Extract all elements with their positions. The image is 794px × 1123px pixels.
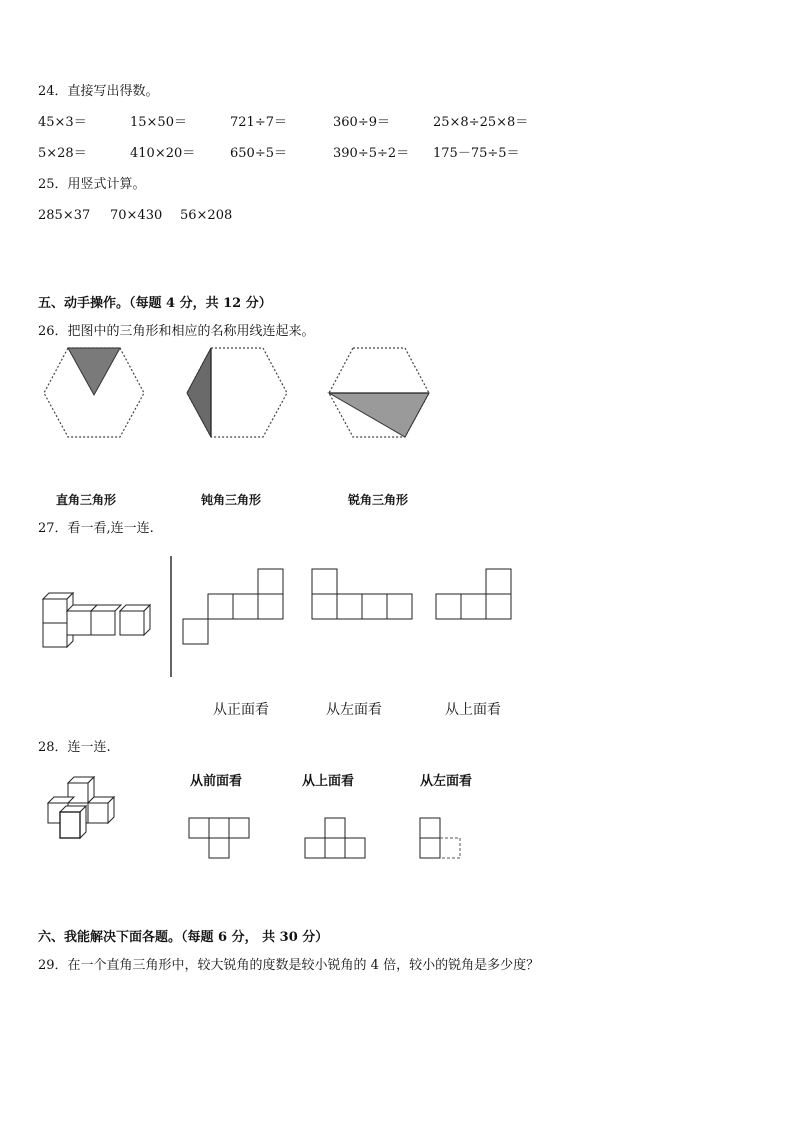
q24-expr: 45×3＝ (38, 115, 87, 130)
view-label: 从上面看 (445, 702, 501, 718)
triangle-label: 直角三角形 (56, 493, 117, 507)
q24-expr: 25×8÷25×8＝ (433, 115, 529, 130)
section-heading: 六、我能解决下面各题。（每题 6 分， 共 30 分） (38, 930, 329, 945)
q25-item: 70×430 (110, 208, 163, 223)
view-grid-2 (311, 568, 414, 622)
view-label: 从前面看 (190, 774, 243, 789)
q25-title: 25．用竖式计算。 (38, 177, 146, 192)
cube-stack-figure (40, 590, 155, 650)
q25-item: 285×37 (38, 208, 91, 223)
q25-item: 56×208 (180, 208, 233, 223)
q24-expr: 15×50＝ (130, 115, 187, 130)
view-shape-t (188, 817, 250, 860)
view-grid-1 (182, 568, 285, 646)
hexagon-figure-3 (325, 345, 435, 440)
q24-expr: 721÷7＝ (230, 115, 287, 130)
triangle-label: 锐角三角形 (348, 493, 409, 507)
view-label: 从左面看 (420, 774, 473, 789)
q24-expr: 5×28＝ (38, 146, 87, 161)
view-grid-3 (435, 568, 513, 622)
q24-expr: 410×20＝ (130, 146, 196, 161)
view-label: 从上面看 (302, 774, 355, 789)
q27-title: 27．看一看,连一连. (38, 521, 154, 536)
q24-expr: 175－75÷5＝ (433, 146, 520, 161)
q26-title: 26．把图中的三角形和相应的名称用线连起来。 (38, 324, 315, 339)
q24-title: 24．直接写出得数。 (38, 84, 159, 99)
q29-text: 29．在一个直角三角形中，较大锐角的度数是较小锐角的 4 倍，较小的锐角是多少度？ (38, 958, 540, 973)
hexagon-figure-2 (183, 345, 293, 440)
divider-line (170, 556, 174, 678)
q24-expr: 360÷9＝ (333, 115, 390, 130)
view-label: 从左面看 (326, 702, 382, 718)
q24-expr: 390÷5÷2＝ (333, 146, 410, 161)
hexagon-figure-1 (40, 345, 150, 440)
view-label: 从正面看 (213, 702, 269, 718)
triangle-label: 钝角三角形 (201, 493, 262, 507)
view-shape-inverted-t (304, 817, 366, 860)
q24-expr: 650÷5＝ (230, 146, 287, 161)
section-heading: 五、动手操作。（每题 4 分，共 12 分） (38, 296, 272, 311)
q28-title: 28．连一连. (38, 740, 111, 755)
cube-group-figure (42, 776, 127, 841)
view-shape-l (419, 817, 465, 860)
